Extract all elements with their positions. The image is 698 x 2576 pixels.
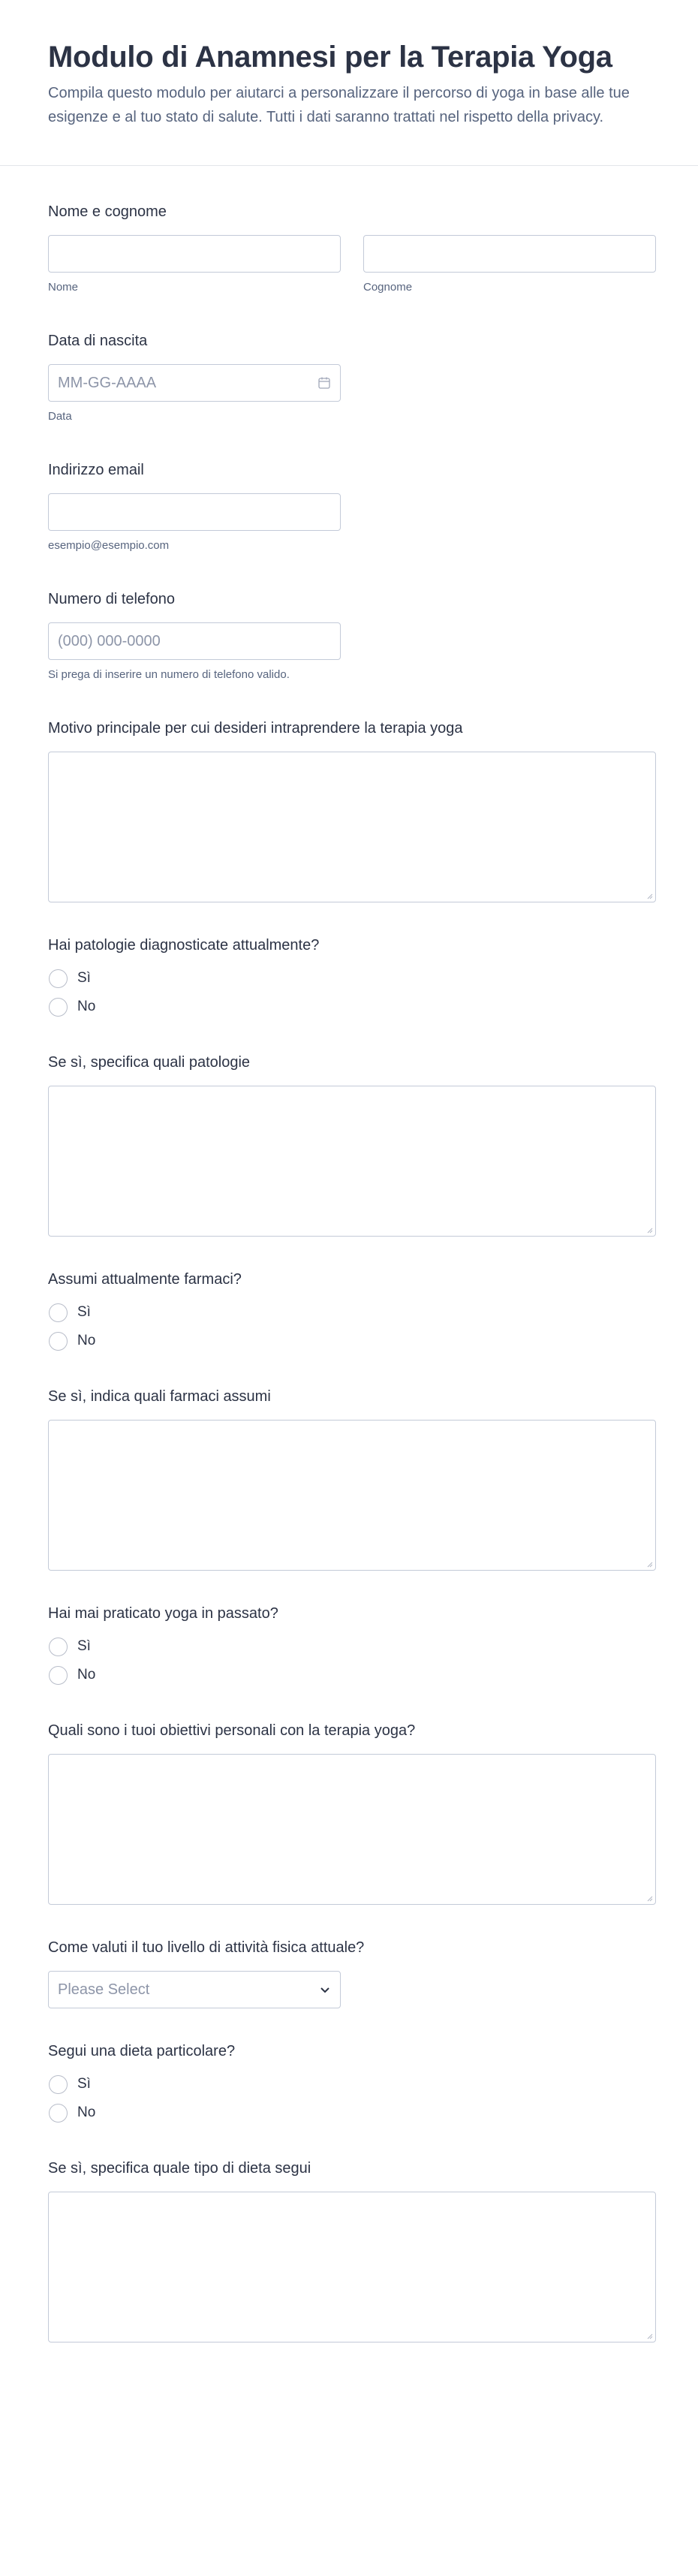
radio-label: Sì (77, 970, 91, 986)
pathologies-field (48, 902, 650, 1017)
activity-label: Come valuti il tuo livello di attività fisica attuale? (48, 1939, 365, 1956)
radio-label: Sì (77, 1304, 91, 1320)
pathologies-detail-field (48, 1026, 650, 1237)
diet-field (48, 2008, 650, 2123)
name-field (48, 166, 650, 295)
phone-input[interactable] (48, 622, 341, 660)
pathologies-option-no[interactable] (48, 997, 650, 1017)
dob-placeholder: MM-GG-AAAA (58, 374, 157, 391)
activity-field (48, 1905, 650, 2008)
activity-placeholder: Please Select (58, 1981, 150, 1998)
diet-detail-field (48, 2132, 650, 2343)
radio-label: No (77, 999, 96, 1014)
pathologies-detail-label: Se sì, specifica quali patologie (48, 1054, 251, 1071)
email-input[interactable] (48, 493, 341, 531)
radio-button[interactable] (49, 2104, 68, 2123)
radio-label: Sì (77, 1638, 91, 1654)
diet-option-no[interactable] (48, 2103, 650, 2123)
radio-button[interactable] (49, 1303, 68, 1322)
chevron-down-icon[interactable] (319, 1984, 331, 1996)
goals-textarea[interactable] (48, 1754, 656, 1905)
radio-button[interactable] (49, 1637, 68, 1656)
drugs-detail-label: Se sì, indica quali farmaci assumi (48, 1388, 271, 1405)
diet-option-yes[interactable] (48, 2074, 650, 2094)
radio-label: No (77, 1667, 96, 1683)
form-body (0, 166, 698, 2343)
drugs-option-yes[interactable] (48, 1303, 650, 1322)
dob-label: Data di nascita (48, 333, 148, 349)
radio-button[interactable] (49, 1666, 68, 1685)
reason-label: Motivo principale per cui desideri intraprendere la terapia yoga (48, 720, 463, 737)
goals-field (48, 1694, 650, 1905)
radio-button[interactable] (49, 998, 68, 1017)
pathologies-option-yes[interactable] (48, 969, 650, 988)
name-label: Nome e cognome (48, 203, 167, 220)
reason-textarea[interactable] (48, 752, 656, 902)
resize-handle-icon[interactable] (645, 1560, 653, 1568)
drugs-field (48, 1237, 650, 1351)
yoga-before-option-no[interactable] (48, 1665, 650, 1685)
dob-field (48, 295, 650, 424)
last-name-input[interactable] (363, 235, 656, 273)
email-field (48, 424, 650, 553)
calendar-icon[interactable] (317, 376, 331, 390)
reason-field (48, 682, 650, 902)
yoga-before-field (48, 1571, 650, 1685)
radio-button[interactable] (49, 2075, 68, 2094)
diet-label: Segui una dieta particolare? (48, 2043, 236, 2059)
first-name-sublabel: Nome (48, 281, 79, 294)
form-header (0, 0, 698, 166)
diet-detail-textarea[interactable] (48, 2192, 656, 2343)
goals-label: Quali sono i tuoi obiettivi personali con la terapia yoga? (48, 1722, 416, 1739)
resize-handle-icon[interactable] (645, 892, 653, 899)
radio-label: Sì (77, 2076, 91, 2092)
radio-button[interactable] (49, 969, 68, 988)
drugs-option-no[interactable] (48, 1331, 650, 1351)
phone-placeholder: (000) 000-0000 (58, 632, 161, 649)
form-title: Modulo di Anamnesi per la Terapia Yoga (48, 41, 612, 74)
resize-handle-icon[interactable] (645, 1894, 653, 1902)
resize-handle-icon[interactable] (645, 1226, 653, 1234)
dob-sublabel: Data (48, 410, 72, 423)
phone-field (48, 553, 650, 682)
email-label: Indirizzo email (48, 462, 144, 478)
pathologies-detail-textarea[interactable] (48, 1086, 656, 1237)
radio-label: No (77, 2104, 96, 2120)
yoga-before-label: Hai mai praticato yoga in passato? (48, 1605, 278, 1622)
phone-sublabel: Si prega di inserire un numero di telefono valido. (48, 668, 290, 681)
pathologies-label: Hai patologie diagnosticate attualmente? (48, 937, 320, 954)
form-description: Compila questo modulo per aiutarci a personalizzare il percorso di yoga in base alle tue esigenze e al tuo stato di salute. Tutti i dati saranno trattati nel rispetto della privacy. (48, 85, 630, 125)
activity-select[interactable] (48, 1971, 341, 2008)
resize-handle-icon[interactable] (645, 2332, 653, 2339)
radio-label: No (77, 1333, 96, 1348)
email-sublabel: esempio@esempio.com (48, 539, 170, 552)
phone-label: Numero di telefono (48, 591, 175, 607)
drugs-detail-textarea[interactable] (48, 1420, 656, 1571)
first-name-input[interactable] (48, 235, 341, 273)
drugs-label: Assumi attualmente farmaci? (48, 1271, 242, 1288)
drugs-detail-field (48, 1360, 650, 1571)
dob-input[interactable] (48, 364, 341, 402)
yoga-before-option-yes[interactable] (48, 1637, 650, 1656)
last-name-sublabel: Cognome (363, 281, 413, 294)
diet-detail-label: Se sì, specifica quale tipo di dieta segui (48, 2160, 311, 2177)
radio-button[interactable] (49, 1332, 68, 1351)
